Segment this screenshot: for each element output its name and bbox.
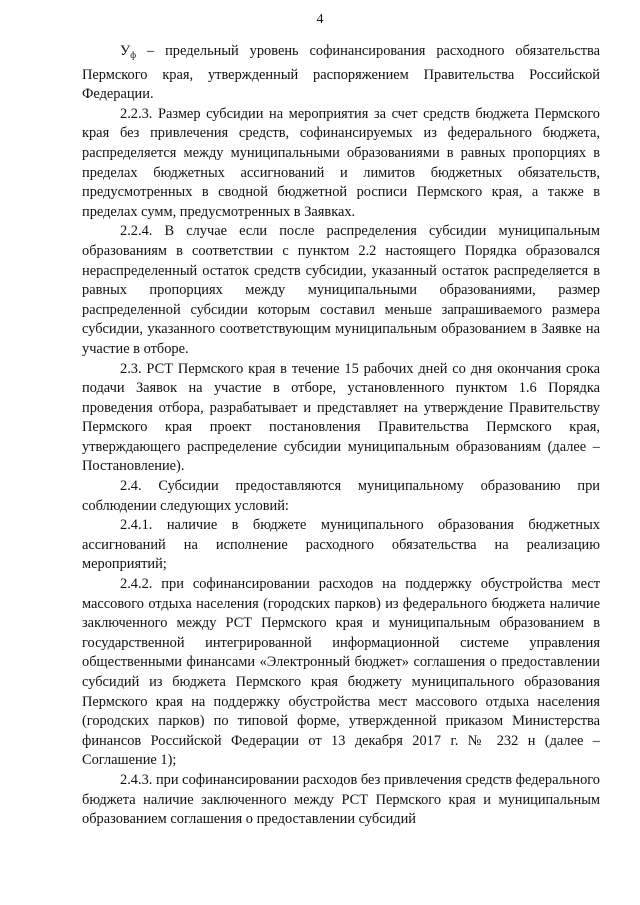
formula-symbol: У [120, 43, 131, 59]
document-body [82, 42, 600, 830]
paragraph-2-4-3: 2.4.3. при софинансировании расходов без привлечения средств федерального бюджета наличие заключенного между РСТ Пермского края и муниципальным образованием соглашения о предоставлении субсидий [82, 771, 600, 828]
paragraph-text: – предельный уровень софинансирования расходного обязательства Пермского края, утвержденный распоряжением Правительства Российской Федерации. [82, 43, 600, 103]
paragraph-2-2-4: 2.2.4. В случае если после распределения субсидии муниципальным образованиям в соответствии с пунктом 2.2 настоящего Порядка образовался нераспределенный остаток средств субсидии, указанный остаток распределяется в равных пропорциях между муниципальными образованиями, размер распределенной субсидии которым составил меньше запрашиваемого размера субсидии, указанного соответствующим муниципальным образованием в Заявке на участие в отборе. [82, 223, 600, 357]
paragraph-2-4-1: 2.4.1. наличие в бюджете муниципального образования бюджетных ассигнований на исполнение расходного обязательства на реализацию мероприятий; [82, 517, 600, 573]
formula-symbol-subscript: ф [130, 50, 137, 60]
paragraph-2-4-2: 2.4.2. при софинансировании расходов на поддержку обустройства мест массового отдыха населения (городских парков) из федерального бюджета наличие заключенного между РСТ Пермского края и муниципальным образованием в государственной интегрированной информационной системе управления общественными финансами «Электронный бюджет» соглашения о предоставлении субсидий из бюджета Пермского края бюджету муниципального образования Пермского края на поддержку обустройства мест массового отдыха населения (городских парков) по типовой форме, утвержденной приказом Министерства финансов Российской Федерации от 13 декабря 2017 г. № 232 н (далее – Соглашение 1); [82, 576, 600, 769]
page-number: 4 [316, 12, 324, 27]
paragraph-2-2-3: 2.2.3. Размер субсидии на мероприятия за счет средств бюджета Пермского края без привлечения средств, софинансируемых из федерального бюджета, распределяется между муниципальными образованиями в равных пропорциях в пределах бюджетных ассигнований и лимитов бюджетных обязательств, предусмотренных в сводной бюджетной росписи Пермского края, а также в пределах сумм, предусмотренных в Заявках. [82, 105, 600, 220]
paragraph-2-4: 2.4. Субсидии предоставляются муниципальному образованию при соблюдении следующих условий: [82, 478, 600, 514]
paragraph-2-3: 2.3. РСТ Пермского края в течение 15 рабочих дней со дня окончания срока подачи Заявок на участие в отборе, установленного пунктом 1.6 Порядка проведения отбора, разрабатывает и представляет на утверждение Правительству Пермского края проект постановления Правительства Пермского края, утверждающего распределение субсидии муниципальным образованиям (далее – Постановление). [82, 360, 600, 475]
paragraph-definition [82, 42, 600, 105]
